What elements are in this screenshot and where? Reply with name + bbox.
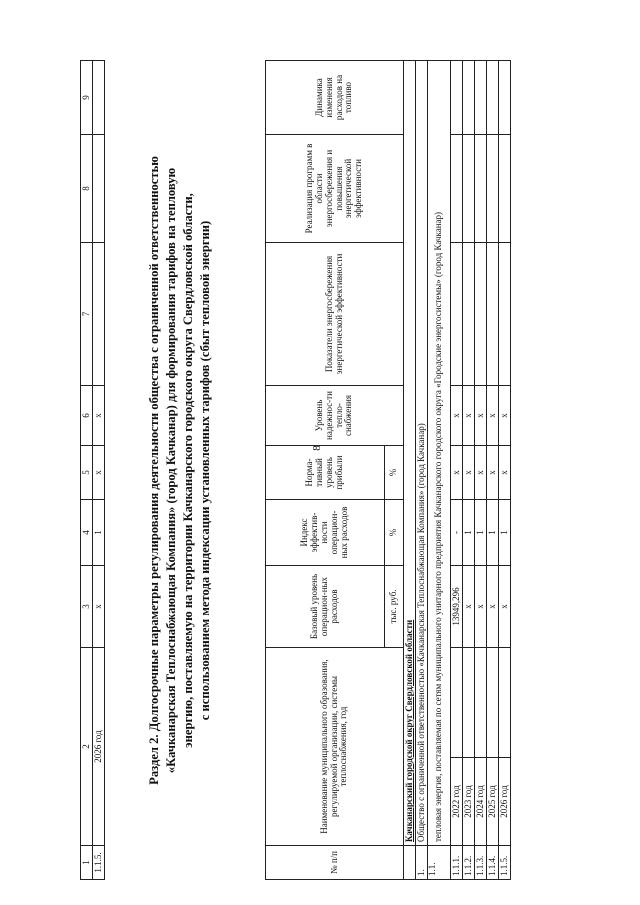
cell — [93, 61, 105, 135]
row-number: 1.1.4. — [487, 846, 499, 880]
row-reliability: x — [475, 386, 487, 446]
header-row — [266, 61, 385, 880]
cell — [487, 243, 499, 386]
unit-index: % — [385, 500, 404, 566]
cell — [475, 648, 487, 758]
col-number: 9 — [81, 61, 93, 135]
col-number: 2 — [81, 648, 93, 846]
row-norm: x — [475, 446, 487, 500]
cell — [475, 135, 487, 243]
parameters-table — [265, 60, 511, 880]
col-number: 1 — [81, 846, 93, 880]
row-norm: x — [487, 446, 499, 500]
table-row — [487, 61, 499, 880]
row-year: 2023 год — [463, 758, 475, 846]
cell — [404, 846, 416, 880]
col-number: 6 — [81, 386, 93, 446]
cell: x — [93, 446, 105, 500]
row-reliability: x — [499, 386, 511, 446]
cell — [487, 648, 499, 758]
org-name: Общество с ограниченной ответственностью «Качканарская Теплоснабжающая Компания» (город Качканар) — [416, 61, 428, 846]
cell — [499, 135, 511, 243]
cell — [463, 61, 475, 135]
cell — [463, 243, 475, 386]
row-index: - — [451, 500, 463, 566]
row-index: 1 — [475, 500, 487, 566]
org-row — [416, 61, 428, 880]
header-energy: Показатели энергосбережения энергетической эффективности — [266, 243, 404, 386]
row-base: 13949,296 — [451, 566, 463, 648]
header-norm: Норма-тивный уровень прибыли — [266, 446, 385, 500]
district-row — [404, 61, 416, 880]
col-number: 7 — [81, 243, 93, 386]
row-base: x — [463, 566, 475, 648]
cell — [499, 243, 511, 386]
system-row — [428, 61, 451, 880]
row-reliability: x — [451, 386, 463, 446]
header-programs: Реализация программ в области энергосбережения и повышения энергетической эффективности — [266, 135, 404, 243]
row-year: 2022 год — [451, 758, 463, 846]
row-index: 1 — [499, 500, 511, 566]
row-norm: x — [499, 446, 511, 500]
cell — [475, 61, 487, 135]
cell — [499, 648, 511, 758]
row-reliability: x — [463, 386, 475, 446]
row-number: 1.1.5. — [499, 846, 511, 880]
header-num: № п/п — [266, 846, 404, 880]
cell — [475, 243, 487, 386]
row-number: 1.1.2. — [463, 846, 475, 880]
column-number-row — [81, 61, 93, 880]
col-number: 5 — [81, 446, 93, 500]
continuation-table — [80, 60, 105, 880]
cell — [487, 61, 499, 135]
header-name: Наименование муниципального образования, регулируемой организации, системы теплоснабжения, год — [266, 648, 404, 846]
section-title — [146, 61, 214, 880]
row-index: 1 — [463, 500, 475, 566]
row-year: 2024 год — [475, 758, 487, 846]
row-norm: x — [451, 446, 463, 500]
title-line: «Качканарская Теплоснабжающая Компания» (город Качканар) для формирования тарифов на тепловую — [164, 167, 178, 774]
page-number: 8 — [311, 445, 323, 451]
cell — [451, 243, 463, 386]
table-row — [93, 61, 105, 880]
table-row — [499, 61, 511, 880]
col-number: 4 — [81, 500, 93, 566]
col-number: 8 — [81, 135, 93, 243]
cell: x — [93, 386, 105, 446]
row-base: x — [475, 566, 487, 648]
title-line: с использованием метода индексации установленных тарифов (сбыт тепловой энергии) — [198, 220, 212, 721]
header-fuel: Динамика изменения расходов на топливо — [266, 61, 404, 135]
header-reliability: Уровень надежнос-ти тепло-снабжения — [266, 386, 404, 446]
cell: 1 — [93, 500, 105, 566]
table-row — [475, 61, 487, 880]
row-number: 1.1.5. — [93, 846, 105, 880]
cell — [451, 61, 463, 135]
table-row — [451, 61, 463, 880]
unit-norm: % — [385, 446, 404, 500]
org-number: 1. — [416, 846, 428, 880]
cell — [93, 135, 105, 243]
row-norm: x — [463, 446, 475, 500]
header-base: Базовый уровень операцион-ных расходов — [266, 566, 385, 648]
cell — [463, 648, 475, 758]
cell — [463, 135, 475, 243]
cell — [499, 61, 511, 135]
cell — [487, 135, 499, 243]
row-year: 2026 год — [93, 648, 105, 846]
row-reliability: x — [487, 386, 499, 446]
row-year: 2026 год — [499, 758, 511, 846]
cell: x — [93, 566, 105, 648]
cell — [451, 648, 463, 758]
cell — [93, 243, 105, 386]
table-row — [463, 61, 475, 880]
system-name: тепловая энергия, поставляемая по сетям муниципального унитарного предприятия Качканарского городского округа «Городские энергосистемы» (город Качканар) — [428, 61, 451, 846]
row-base: x — [487, 566, 499, 648]
system-number: 1.1. — [428, 846, 451, 880]
row-year: 2025 год — [487, 758, 499, 846]
row-number: 1.1.3. — [475, 846, 487, 880]
cell — [451, 135, 463, 243]
row-number: 1.1.1. — [451, 846, 463, 880]
row-base: x — [499, 566, 511, 648]
rotated-content — [80, 60, 600, 880]
unit-base: тыс. руб. — [385, 566, 404, 648]
col-number: 3 — [81, 566, 93, 648]
district-name: Качканарский городской округ Свердловской области — [404, 61, 416, 846]
header-index: Индекс эффектив-ности операцион-ных расходов — [266, 500, 385, 566]
row-index: 1 — [487, 500, 499, 566]
title-line: энергию, поставляемую на территории Качканарского городского округа Свердловской области, — [181, 193, 195, 748]
title-line: Раздел 2. Долгосрочные параметры регулирования деятельности общества с ограниченной ответственностью — [147, 156, 161, 785]
